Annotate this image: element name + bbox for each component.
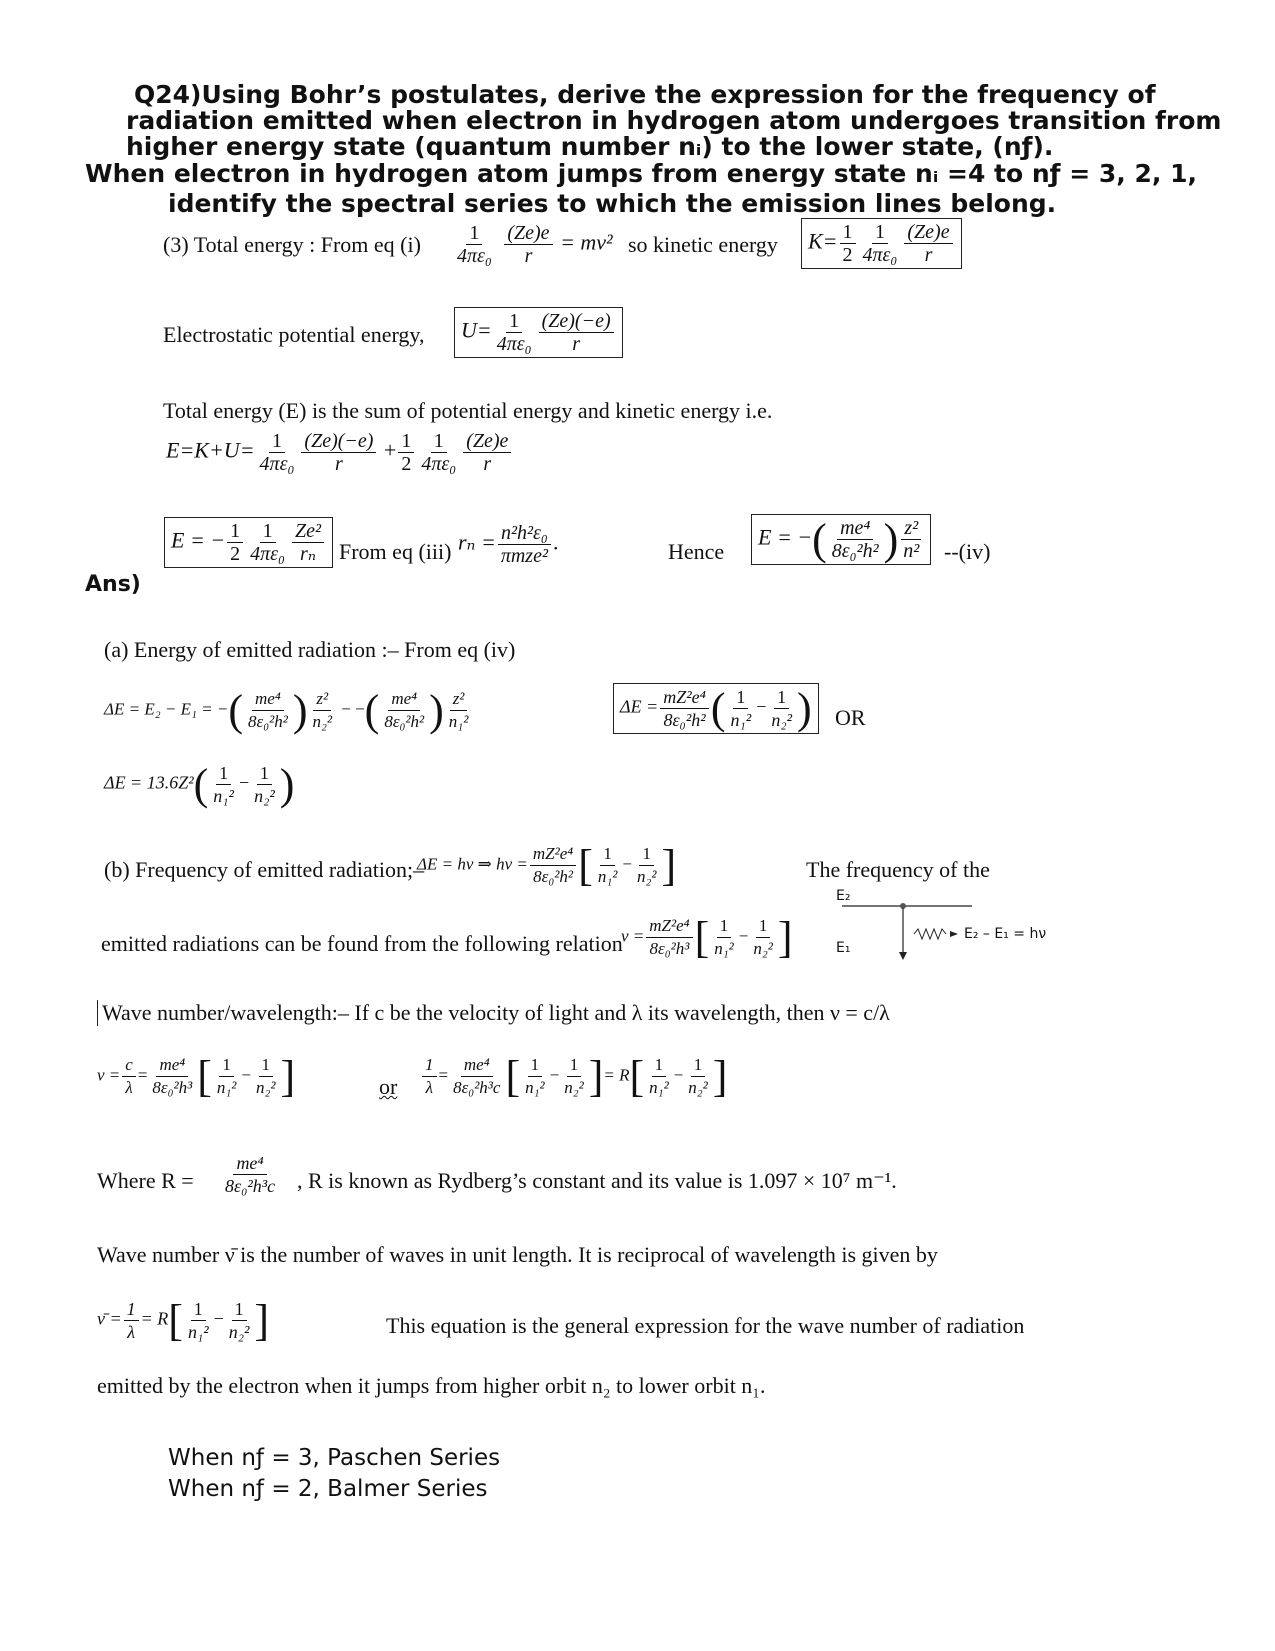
question-line-5: identify the spectral series to which the emission lines belong. (168, 189, 1057, 218)
question-line-1: Q24)Using Bohr’s postulates, derive the expression for the frequency of (134, 80, 1156, 109)
wavenumber-equation: ν̄ = $\frac{1}{\lambda}$ = R[ $\frac{1}{\text{n₁²}}$ − $\frac{1}{\text{n₂²}}$ ] (97, 1295, 270, 1345)
rydberg-formula: $\frac{\text{me⁴}}{\text{8ε₀²h³c}}$ (225, 1153, 276, 1196)
series-paschen: When nƒ = 3, Paschen Series (168, 1445, 501, 1471)
diagram-hv-label: E₂ – E₁ = hν (964, 926, 1047, 942)
or-text-2: or (379, 1074, 398, 1099)
where-r-label: Where R = (97, 1168, 194, 1193)
total-energy-box: E = − $\frac{1}{2}$ $\frac{1}{\text{4πε₀}}$ $\frac{\text{Ze²}}{\text{rₙ}}$ (164, 517, 333, 568)
frequency-heading: (b) Frequency of emitted radiation;– (104, 857, 425, 882)
emitted-energy-heading: (a) Energy of emitted radiation :– From eq (iv) (104, 637, 516, 662)
wavenumber-definition: Wave number ν̄ is the number of waves in unit length. It is reciprocal of wavelength is given by (97, 1242, 938, 1267)
frequency-line2: emitted radiations can be found from the following relation (101, 931, 623, 956)
question-line-3: higher energy state (quantum number nᵢ) to the lower state, (nƒ). (126, 132, 1054, 161)
series-balmer: When nƒ = 2, Balmer Series (168, 1476, 488, 1502)
diagram-e1-label: E₁ (836, 940, 851, 956)
inverse-wavelength-equation: $\frac{1}{\lambda}$ = $\frac{\text{me⁴}}{\text{8ε₀²h³c}}$ [ $\frac{1}{\text{n₁²}}$ − $\frac{1}{\text{n₂²}}$ ]= R[ $\frac{1}{\text{n₁²}}$ − $\frac{1}{\text{n₂²}}$ ] (420, 1054, 727, 1099)
potential-energy-box: U= $\frac{1}{\text{4πε₀}}$ $\frac{(Ze)(-e)}{r}$ (454, 307, 623, 358)
nu-wavelength-equation: ν = $\frac{c}{\lambda}$ = $\frac{\text{me⁴}}{\text{8ε₀²h³}}$ [ $\frac{1}{\text{n₁²}}$ − $\frac{1}{\text{n₂²}}$ ] (97, 1051, 296, 1101)
rydberg-energy-prefix: ΔE = 13.6Z² (104, 772, 194, 793)
kinetic-energy-box: K= $\frac{1}{2}$ $\frac{1}{\text{4πε₀}}$ $\frac{(Ze)e}{r}$ (801, 218, 962, 269)
total-energy-sum-equation: E=K+U= $\frac{1}{\text{4πε₀}}$ $\frac{(Ze)(-e)}{r}$ + $\frac{1}{2}$ $\frac{1}{\text{4πε₀}}$ $\frac{(Ze)e}{r}$ (166, 430, 513, 475)
rydberg-text: , R is known as Rydberg’s constant and its value is 1.097 × 10⁷ m⁻¹. (297, 1168, 897, 1193)
total-energy-heading: (3) Total energy : From eq (i) (163, 232, 421, 257)
nu-equation: ν = $\frac{\text{mZ²e⁴}}{\text{8ε₀²h³}}$ [ $\frac{1}{\text{n₁²}}$ − $\frac{1}{\text{n₂²}}$ ] (621, 912, 793, 962)
radius-equation: rₙ = $\frac{\text{n²h²ε₀}}{\text{πmze²}}$ . (458, 522, 559, 567)
delta-e-box: ΔE = $\frac{\text{mZ²e⁴}}{\text{8ε₀²h²}}$ ( $\frac{1}{\text{n₁²}}$ − $\frac{1}{\text{n₂²}}$ ) (613, 683, 819, 734)
general-expression-text: This equation is the general expression for the wave number of radiation (386, 1313, 1025, 1338)
wave-heading: Wave number/wavelength:– If c be the velocity of light and λ its wavelength, then ν = c/λ (97, 1000, 890, 1026)
total-energy-sum-text: Total energy (E) is the sum of potential energy and kinetic energy i.e. (163, 398, 773, 423)
delta-e-difference-equation: ΔE = E₂ − E₁ = −( $\frac{\text{me⁴}}{\text{8ε₀²h²}}$ ) $\frac{\text{z²}}{\text{n₂²}}$ − −( $\frac{\text{me⁴}}{\text{8ε₀²h²}}$ ) $\frac{\text{z²}}{\text{n₁²}}$ (104, 685, 469, 735)
hence-text: Hence (668, 539, 725, 564)
energy-level-box: E = −( $\frac{\text{me⁴}}{\text{8ε₀²h²}}$ ) $\frac{\text{z²}}{\text{n²}}$ (751, 514, 931, 565)
frequency-equation: ΔE = hν ⇒ hν = $\frac{\text{mZ²e⁴}}{\text{8ε₀²h²}}$ [ $\frac{1}{\text{n₁²}}$ − $\frac{1}{\text{n₂²}}$ ] (417, 840, 677, 890)
so-kinetic-energy-text: so kinetic energy (628, 232, 778, 257)
question-line-2: radiation emitted when electron in hydrogen atom undergoes transition from (126, 106, 1222, 135)
coulomb-equation: $\frac{1}{\text{4πε₀}}$ $\frac{(Ze)e}{r}$ = mv² (457, 222, 613, 267)
frequency-right-text: The frequency of the (806, 857, 990, 882)
eq4-tag: --(iv) (944, 539, 991, 564)
or-text: OR (835, 705, 866, 730)
from-eq3-text: From eq (iii) (339, 539, 452, 564)
rydberg-energy-equation: ΔE = 13.6Z²( $\frac{1}{\text{n₁²}}$ − $\frac{1}{\text{n₂²}}$ ) (104, 759, 295, 809)
emitted-by-text: emitted by the electron when it jumps from higher orbit n₂ to lower orbit n₁. (97, 1373, 766, 1398)
diagram-e2-label: E₂ (836, 888, 851, 904)
potential-energy-label: Electrostatic potential energy, (163, 322, 425, 347)
ans-label: Ans) (85, 572, 141, 597)
question-line-4: When electron in hydrogen atom jumps from energy state nᵢ =4 to nƒ = 3, 2, 1, (85, 159, 1197, 188)
